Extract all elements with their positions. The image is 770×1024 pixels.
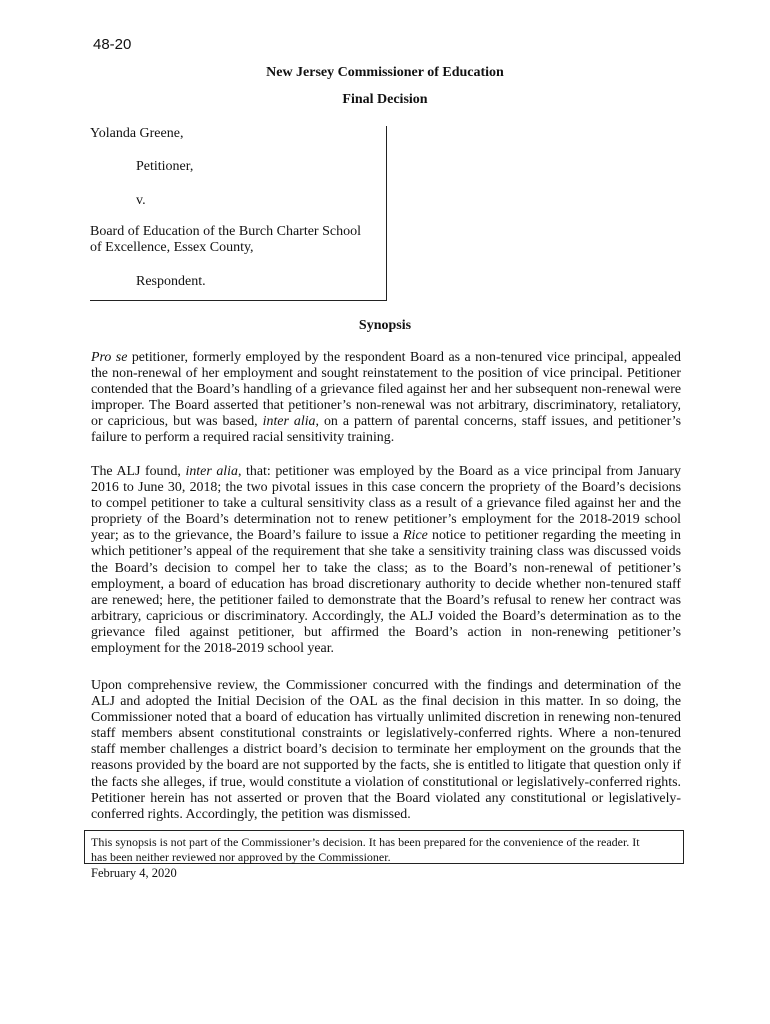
paragraph-line: year; as to the grievance, the Board’s failure to issue a Rice notice to petitioner regarding the meeting in xyxy=(91,528,681,544)
versus-label: v. xyxy=(136,193,146,208)
paragraph-line: the Board’s decision to compel her to take the class; as to the Board’s non-renewal of petitioner’s xyxy=(91,560,681,576)
disclaimer-line-1: This synopsis is not part of the Commissioner’s decision. It has been prepared for the convenience of the reader. It xyxy=(91,835,640,849)
respondent-name-line1: Board of Education of the Burch Charter School xyxy=(90,224,361,239)
document-number: 48-20 xyxy=(93,36,132,53)
page-title: New Jersey Commissioner of Education xyxy=(266,65,504,80)
synopsis-paragraph-1 xyxy=(91,350,681,447)
paragraph-line: which petitioner’s appeal of the requirement that she take a sensitivity training class was discussed voids xyxy=(91,544,681,560)
page-subtitle: Final Decision xyxy=(342,92,428,107)
paragraph-line: the facts she alleges, if true, would constitute a violation of constitutional or legislatively-conferred rights. xyxy=(91,774,681,790)
respondent-label: Respondent. xyxy=(136,274,206,289)
paragraph-line: failure to perform a required racial sensitivity training. xyxy=(91,430,395,446)
paragraph-line: employment, a board of education has broad discretionary authority to decide whether non-tenured staff xyxy=(91,576,681,592)
paragraph-line: ALJ and adopted the Initial Decision of the OAL as the final decision in this matter. In so doing, the xyxy=(91,694,681,710)
paragraph-line: are renewed; here, the petitioner failed to demonstrate that the Board’s refusal to renew her contract was xyxy=(91,592,681,608)
synopsis-heading: Synopsis xyxy=(358,318,412,333)
respondent-name-line2: of Excellence, Essex County, xyxy=(90,240,254,255)
paragraph-line: employment for the 2018-2019 school year. xyxy=(91,641,335,657)
paragraph-line: Commissioner noted that a board of education has virtually unlimited discretion in renewing non-tenured xyxy=(91,710,681,726)
disclaimer-box xyxy=(84,830,684,864)
synopsis-paragraph-2 xyxy=(91,464,681,657)
decision-date: February 4, 2020 xyxy=(91,866,177,880)
paragraph-line: staff members absent constitutional constraints or legislatively-conferred rights. Where a non-tenured xyxy=(91,726,681,742)
paragraph-line: The ALJ found, inter alia, that: petitioner was employed by the Board as a vice principal from January xyxy=(91,464,681,479)
paragraph-line: reasons provided by the board are not supported by the facts, she is entitled to litigate that question only if xyxy=(91,758,681,774)
paragraph-line: staff member challenges a district board’s decision to terminate her employment on the grounds that the xyxy=(91,742,681,758)
case-caption xyxy=(90,126,387,301)
paragraph-line: to compel petitioner to take a cultural sensitivity class as a result of a grievance filed against her and the xyxy=(91,496,681,512)
paragraph-line: Petitioner herein has not asserted or proven that the Board violated any constitutional or legislatively- xyxy=(91,790,681,806)
paragraph-line: contended that the Board’s handling of a grievance filed against her and her subsequent non-renewal were xyxy=(91,382,681,398)
paragraph-line: grievance filed against petitioner, but affirmed the Board’s action in non-renewing petitioner’s xyxy=(91,624,681,640)
petitioner-label: Petitioner, xyxy=(136,159,194,174)
disclaimer-line-2: has been neither reviewed nor approved by the Commissioner. xyxy=(91,850,391,864)
paragraph-line: arbitrary, capricious or discriminatory. Accordingly, the ALJ voided the Board’s determination as to the xyxy=(91,608,681,624)
paragraph-line: Pro se petitioner, formerly employed by the respondent Board as a non-tenured vice principal, appealed xyxy=(91,350,681,365)
paragraph-line: or capricious, but was based, inter alia, on a pattern of parental concerns, staff issues, and petitioner’s xyxy=(91,414,681,430)
paragraph-line: propriety of the Board’s determination not to renew petitioner’s employment for the 2018-2019 school xyxy=(91,512,681,528)
paragraph-line: 2016 to June 30, 2018; the two pivotal issues in this case concern the propriety of the Board’s decisions xyxy=(91,480,681,496)
petitioner-name: Yolanda Greene, xyxy=(90,126,184,141)
synopsis-paragraph-3 xyxy=(91,678,681,823)
paragraph-line: the non-renewal of her employment and sought reinstatement to the position of vice principal. Petitioner xyxy=(91,366,681,382)
paragraph-line: improper. The Board asserted that petitioner’s non-renewal was not arbitrary, discriminatory, retaliatory, xyxy=(91,398,681,414)
paragraph-line: Upon comprehensive review, the Commissioner concurred with the findings and determination of the xyxy=(91,678,681,693)
paragraph-line: conferred rights. Accordingly, the petition was dismissed. xyxy=(91,806,411,822)
